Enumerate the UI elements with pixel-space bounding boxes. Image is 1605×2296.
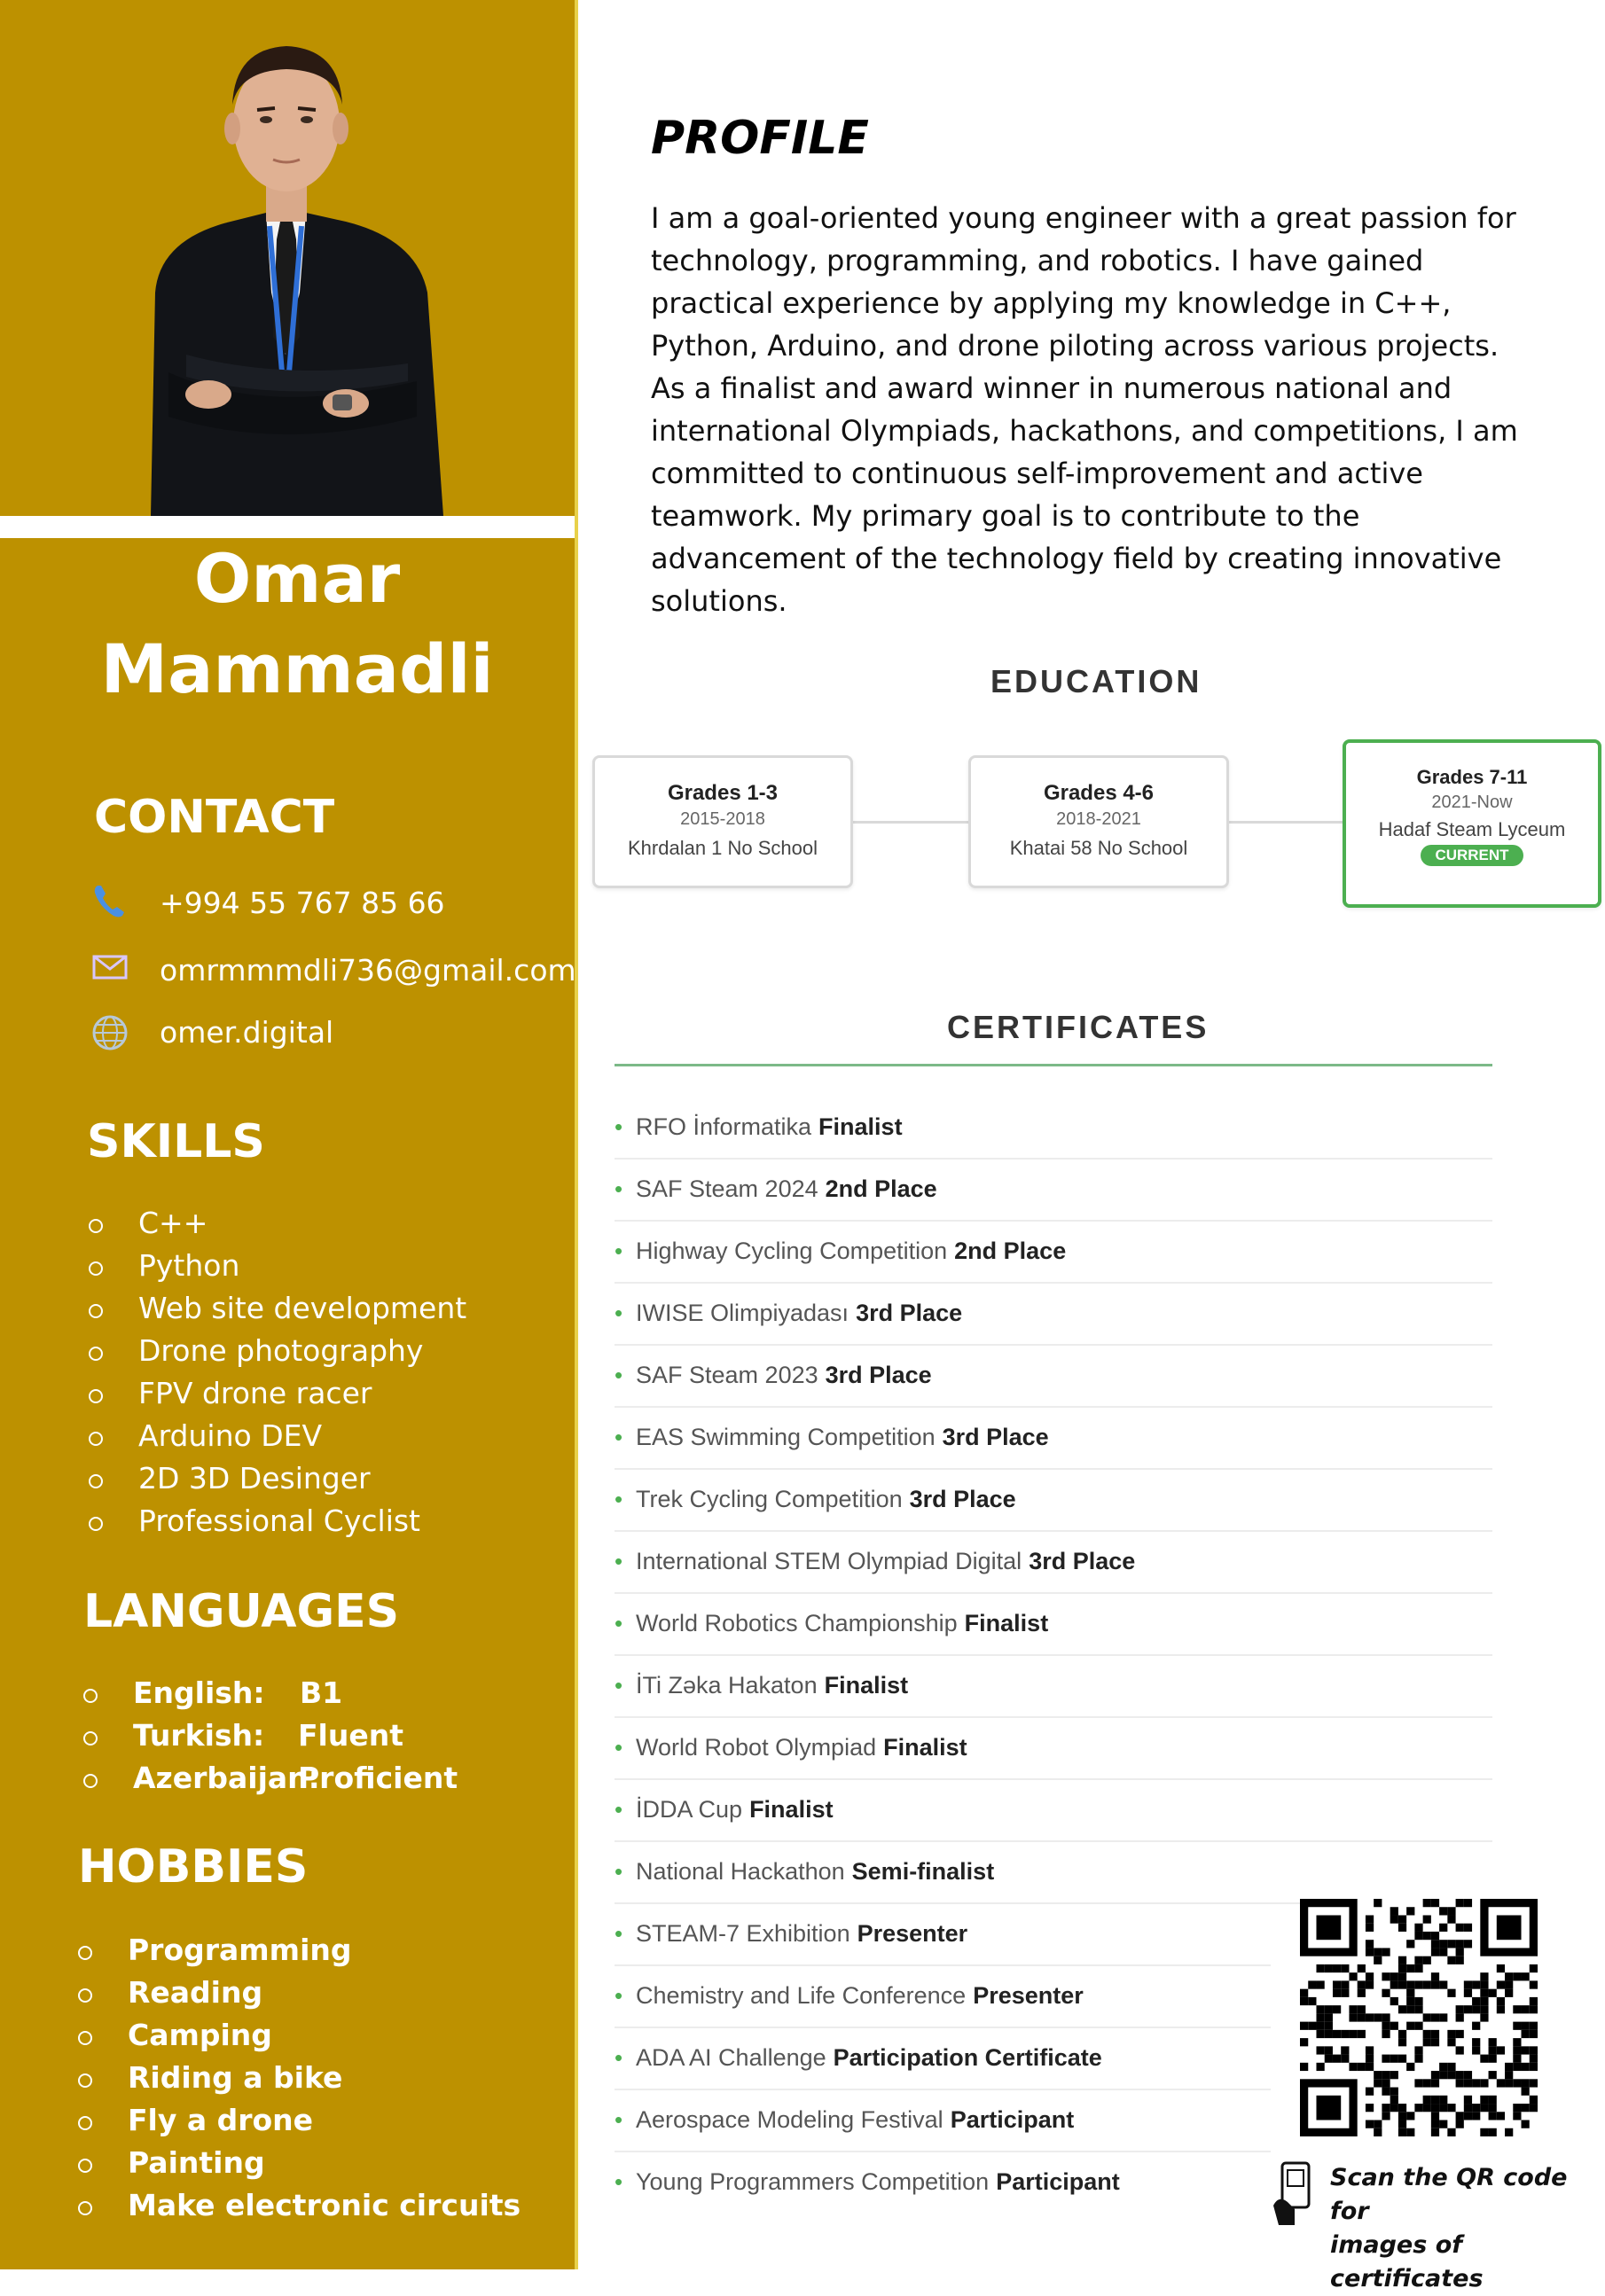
hobbies-heading: HOBBIES	[78, 1840, 309, 1894]
hobby-item: Painting	[78, 2142, 521, 2184]
bullet-icon: •	[615, 2043, 623, 2071]
bullet-icon: •	[615, 1237, 623, 1264]
email-address: omrmmmdli736@gmail.com	[160, 952, 576, 988]
bullet-icon: •	[615, 1175, 623, 1202]
certificate-title: ADA AI Challenge	[636, 2043, 826, 2071]
certificate-item	[615, 2089, 1271, 2152]
certificate-title: RFO İnformatika	[636, 1113, 812, 1140]
certificate-award: Finalist	[964, 1609, 1049, 1636]
edu-years: 2015-2018	[680, 809, 765, 829]
language-item	[83, 1672, 527, 1714]
certificate-award: Participation Certificate	[833, 2043, 1102, 2071]
phone-scan-icon	[1270, 2159, 1319, 2230]
edu-years: 2018-2021	[1056, 809, 1141, 829]
certificate-title: Chemistry and Life Conference	[636, 1981, 967, 2009]
certificate-title: İDDA Cup	[636, 1795, 743, 1823]
qr-code-icon	[1300, 1899, 1538, 2136]
certificate-award: 3rd Place	[856, 1299, 963, 1326]
hobby-item: Make electronic circuits	[78, 2184, 521, 2227]
timeline-connector	[851, 821, 970, 824]
certificate-item	[615, 1468, 1492, 1532]
certificate-title: İTi Zəka Hakaton	[636, 1671, 818, 1699]
edu-years: 2021-Now	[1431, 793, 1513, 812]
language-item	[83, 1757, 527, 1800]
language-name: English:	[133, 1675, 265, 1710]
certificate-title: Highway Cycling Competition	[636, 1237, 948, 1264]
first-name: Omar	[193, 539, 401, 618]
certificate-title: World Robot Olympiad	[636, 1733, 877, 1761]
certificate-title: SAF Steam 2023	[636, 1361, 818, 1388]
certificate-item	[615, 1530, 1492, 1594]
certificate-award: 3rd Place	[825, 1361, 932, 1388]
certificate-title: National Hackathon	[636, 1857, 845, 1885]
skill-item: Professional Cyclist	[89, 1500, 466, 1542]
certificate-item	[615, 1282, 1492, 1346]
contact-heading: CONTACT	[94, 791, 335, 844]
certificate-award: 2nd Place	[954, 1237, 1067, 1264]
education-card	[968, 755, 1229, 888]
profile-summary: I am a goal-oriented young engineer with a great passion for technology, programming, and robotics. I have gained practical experience by applying my knowledge in C++, Python, Arduino, and drone piloting across various projects. As a finalist and award winner in numerous national and international Olympiads, hackathons, and competitions, I am committed to continuous self-improvement and active teamwork. My primary goal is to contribute to the advancement of the technology field by creating innovative solutions.	[651, 201, 1518, 618]
certificate-item	[615, 1406, 1492, 1470]
certificate-title: STEAM-7 Exhibition	[636, 1919, 850, 1947]
certificate-award: Presenter	[973, 1981, 1084, 2009]
bullet-icon: •	[615, 1671, 623, 1699]
bullet-icon: •	[615, 1919, 623, 1947]
phone-number: +994 55 767 85 66	[160, 885, 445, 920]
contact-website[interactable]	[89, 1005, 333, 1058]
certificate-title: EAS Swimming Competition	[636, 1423, 936, 1450]
skill-item: FPV drone racer	[89, 1372, 466, 1415]
edu-grade: Grades 7-11	[1416, 766, 1528, 788]
bullet-icon: •	[615, 1423, 623, 1450]
hobby-item: Camping	[78, 2014, 521, 2057]
bullet-icon: •	[615, 1981, 623, 2009]
person-portrait-icon	[0, 0, 575, 516]
certificate-item	[615, 1716, 1492, 1780]
languages-list	[83, 1672, 527, 1800]
certificate-item	[615, 1096, 1492, 1160]
certificate-item	[615, 1964, 1271, 2028]
edu-school: Khatai 58 No School	[1009, 837, 1188, 859]
certificate-item	[615, 1220, 1492, 1284]
skill-item: C++	[89, 1202, 466, 1245]
qr-caption	[1330, 2161, 1605, 2296]
certificate-title: World Robotics Championship	[636, 1609, 958, 1636]
bullet-icon: •	[615, 1485, 623, 1512]
education-heading: EDUCATION	[990, 663, 1202, 699]
certificate-item	[615, 1840, 1492, 1904]
hobby-item: Programming	[78, 1929, 521, 1972]
certificate-item	[615, 2027, 1271, 2090]
contact-phone[interactable]	[89, 876, 445, 929]
certificate-title: Aerospace Modeling Festival	[636, 2105, 943, 2133]
globe-icon	[89, 1010, 133, 1054]
bullet-icon: •	[615, 1547, 623, 1574]
bullet-icon: •	[615, 1733, 623, 1761]
education-card-current	[1343, 739, 1601, 908]
certificate-award: Finalist	[883, 1733, 967, 1761]
certificates-rule	[615, 1064, 1492, 1066]
hobby-item: Riding a bike	[78, 2057, 521, 2099]
skill-item: Drone photography	[89, 1330, 466, 1372]
edu-school: Hadaf Steam Lyceum	[1378, 818, 1566, 840]
certificate-item	[615, 1158, 1492, 1222]
language-level: Fluent	[298, 1718, 403, 1753]
certificate-award: 3rd Place	[1029, 1547, 1136, 1574]
hobby-item: Fly a drone	[78, 2099, 521, 2142]
hobby-item: Reading	[78, 1972, 521, 2014]
edu-school: Khrdalan 1 No School	[627, 837, 818, 859]
bullet-icon: •	[615, 1361, 623, 1388]
contact-email[interactable]	[89, 943, 576, 996]
bullet-icon: •	[615, 2105, 623, 2133]
email-icon	[89, 948, 133, 992]
current-badge: CURRENT	[1421, 845, 1523, 866]
certificate-award: Finalist	[818, 1113, 903, 1140]
certificate-award: 3rd Place	[942, 1423, 1049, 1450]
certificate-item	[615, 1654, 1492, 1718]
certificate-award: Finalist	[824, 1671, 909, 1699]
certificate-item	[615, 1592, 1492, 1656]
certificate-title: Trek Cycling Competition	[636, 1485, 903, 1512]
skill-item: Web site development	[89, 1287, 466, 1330]
certificate-award: 2nd Place	[825, 1175, 937, 1202]
edu-grade: Grades 1-3	[667, 781, 779, 805]
language-item	[83, 1714, 527, 1757]
certificate-item	[615, 1344, 1492, 1408]
timeline-connector	[1225, 821, 1344, 824]
bullet-icon: •	[615, 1795, 623, 1823]
certificate-award: Participant	[996, 2167, 1120, 2195]
hobbies-list	[78, 1929, 521, 2227]
certificate-item	[615, 2151, 1271, 2213]
skills-list	[89, 1202, 466, 1542]
certificate-award: Presenter	[857, 1919, 968, 1947]
language-name: Azerbaijan:	[133, 1761, 320, 1795]
qr-caption-line: Scan the QR code for	[1330, 2164, 1568, 2225]
languages-heading: LANGUAGES	[83, 1585, 400, 1638]
certificate-award: Participant	[950, 2105, 1075, 2133]
photo-separator	[0, 516, 575, 538]
certificate-title: SAF Steam 2024	[636, 1175, 818, 1202]
language-level: Proficient	[298, 1761, 458, 1795]
certificate-item	[615, 1778, 1492, 1842]
certificates-heading: CERTIFICATES	[947, 1009, 1210, 1045]
certificate-title: Young Programmers Competition	[636, 2167, 990, 2195]
skill-item: 2D 3D Desinger	[89, 1457, 466, 1500]
bullet-icon: •	[615, 2167, 623, 2195]
skills-heading: SKILLS	[87, 1115, 265, 1168]
profile-photo	[0, 0, 575, 516]
certificate-item	[615, 1902, 1271, 1966]
website-url: omer.digital	[160, 1014, 334, 1050]
qr-caption-line: images of certificates	[1330, 2231, 1484, 2292]
certificate-award: Semi-finalist	[851, 1857, 995, 1885]
education-card	[592, 755, 853, 888]
edu-grade: Grades 4-6	[1043, 781, 1155, 805]
language-name: Turkish:	[133, 1718, 265, 1753]
bullet-icon: •	[615, 1857, 623, 1885]
bullet-icon: •	[615, 1113, 623, 1140]
last-name: Mammadli	[100, 629, 494, 708]
phone-icon	[89, 880, 133, 925]
certificate-title: IWISE Olimpiyadası	[636, 1299, 849, 1326]
skill-item: Python	[89, 1245, 466, 1287]
bullet-icon: •	[615, 1609, 623, 1636]
profile-heading: PROFILE	[651, 112, 869, 165]
bullet-icon: •	[615, 1299, 623, 1326]
skill-item: Arduino DEV	[89, 1415, 466, 1457]
certificate-award: 3rd Place	[909, 1485, 1016, 1512]
certificate-award: Finalist	[749, 1795, 834, 1823]
certificate-title: International STEM Olympiad Digital	[636, 1547, 1022, 1574]
qr-code[interactable]	[1300, 1899, 1538, 2136]
language-level: B1	[300, 1675, 343, 1710]
sidebar-divider	[575, 0, 578, 2269]
